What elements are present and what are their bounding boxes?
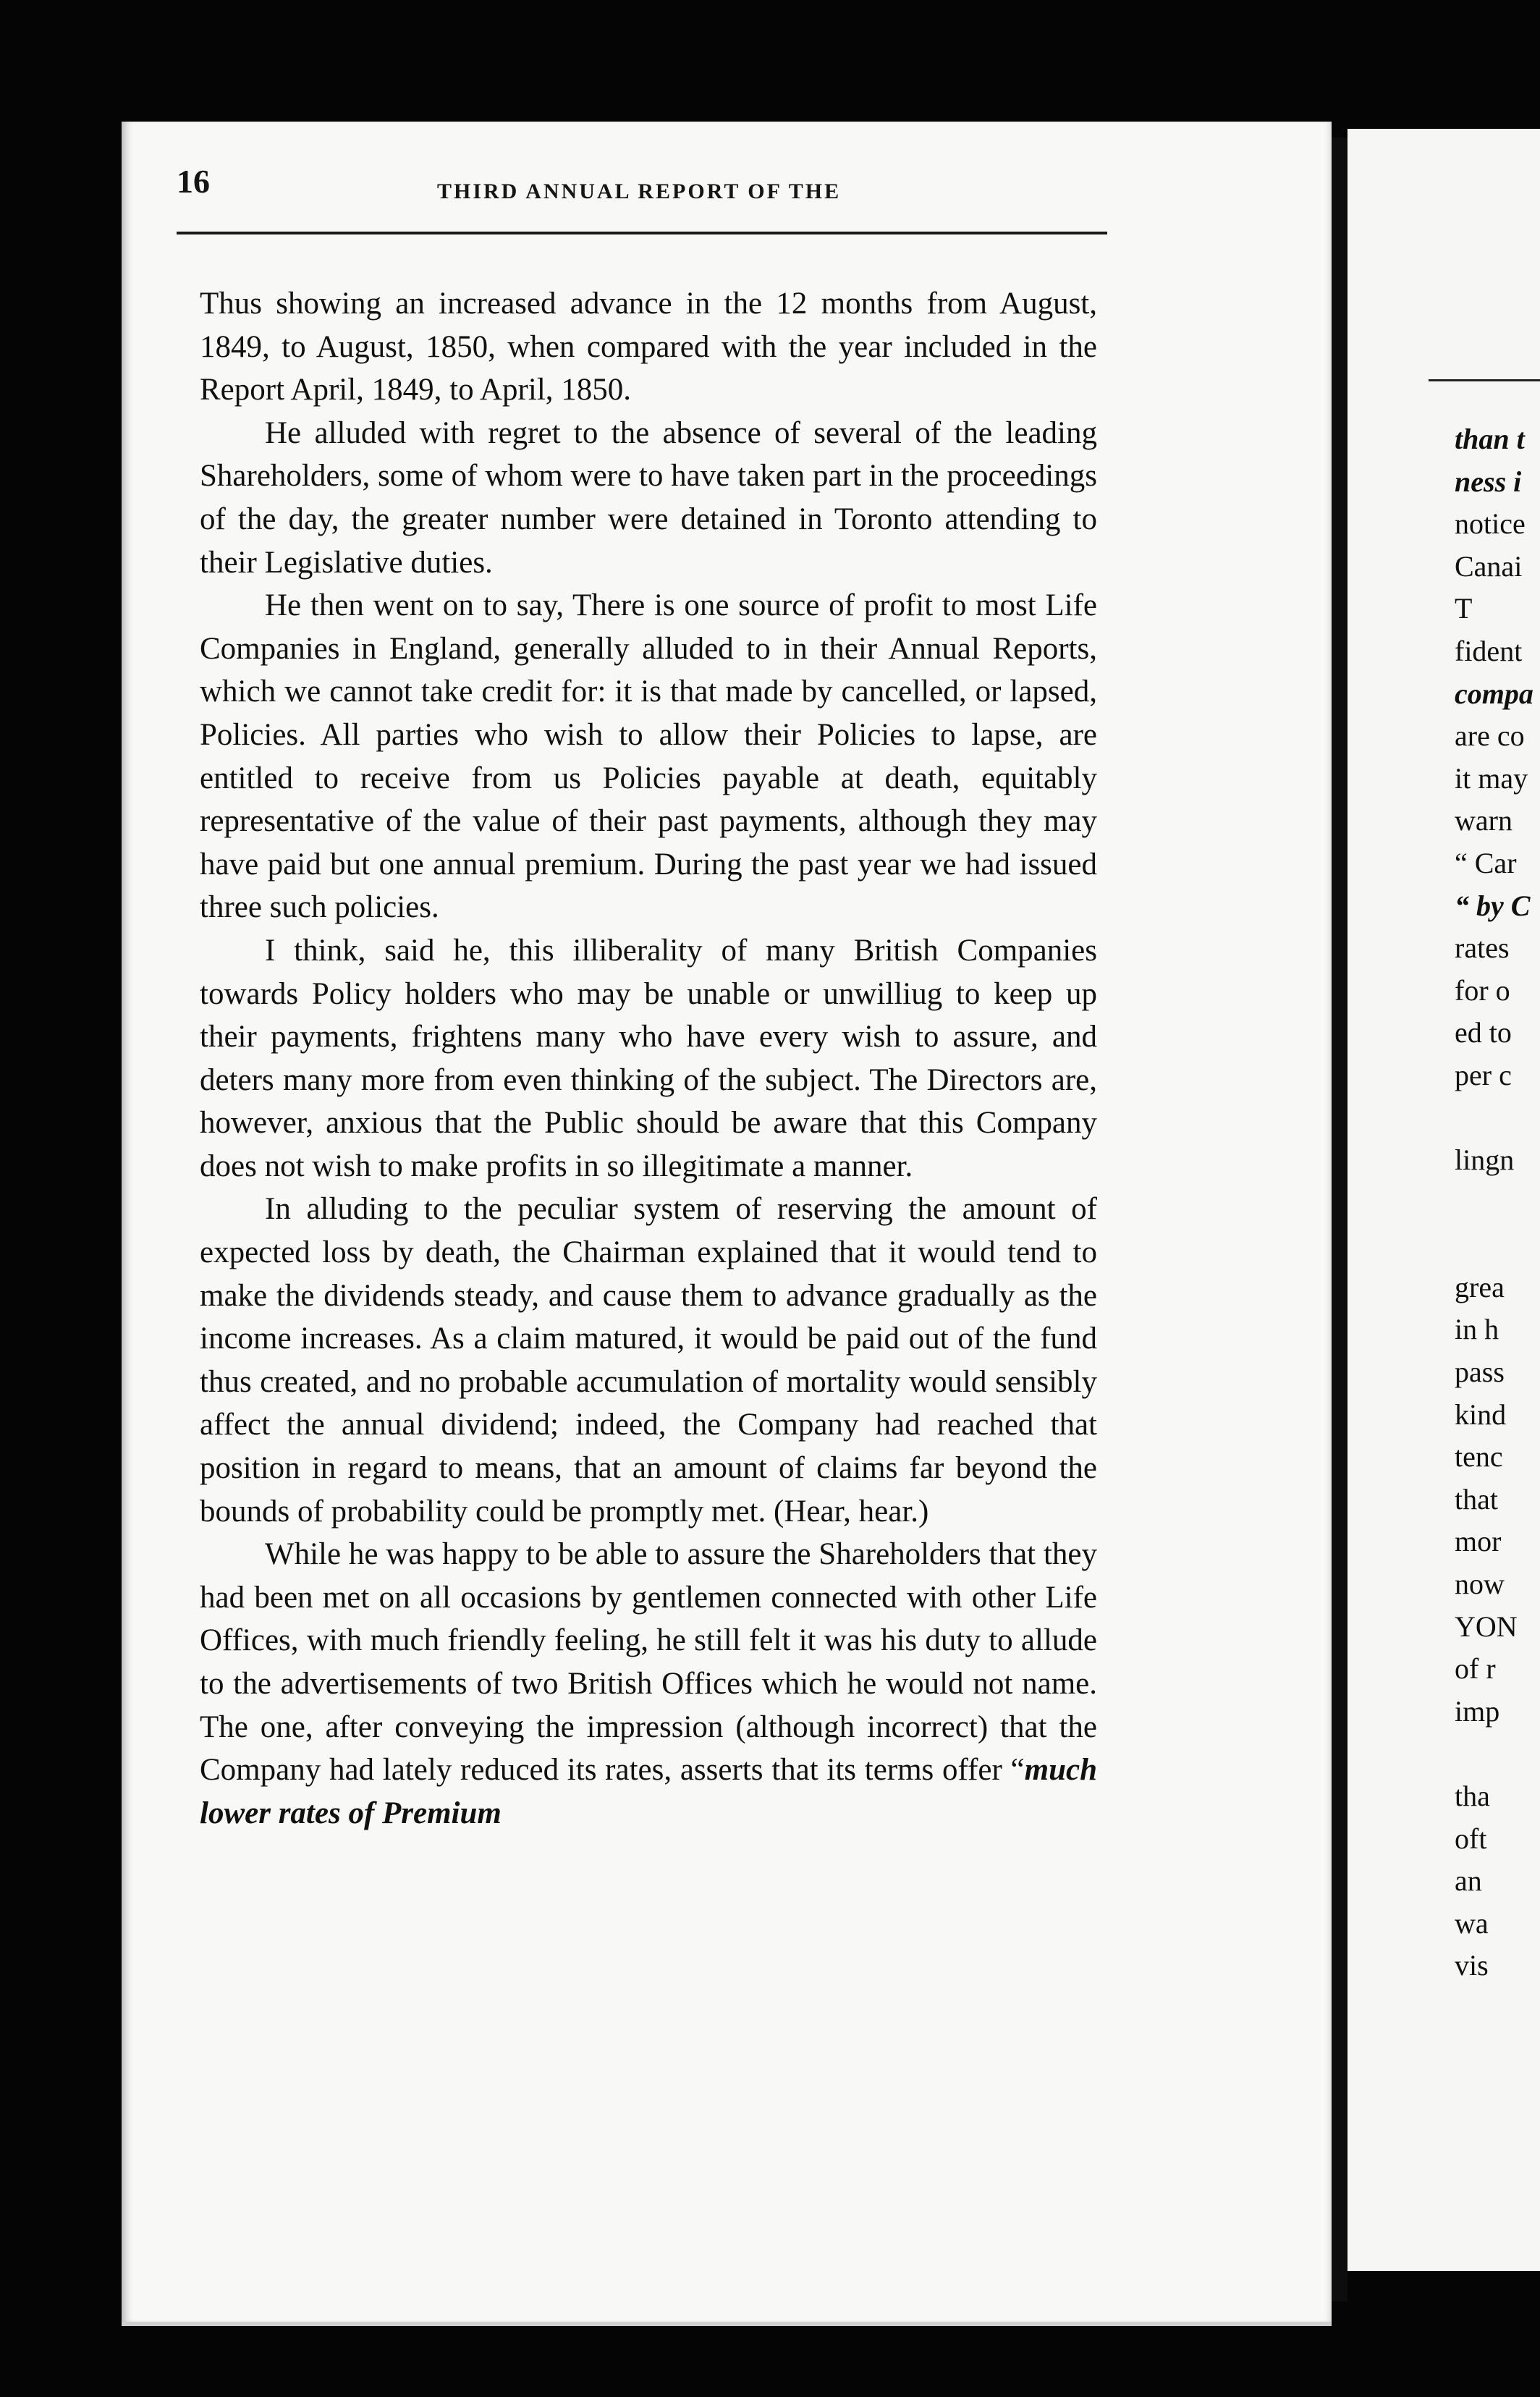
paragraph-6-text: While he was happy to be able to assure the Shareholders that they had been met on all occasions by gentlemen connected with other Life Offices, with much friendly feeling, he still felt it was his duty to allude to the advertisements of two British Offices which he would not name. The one, after conveying the impression (although incorrect) that the Company had lately reduced its rates, asserts that its terms offer “ [200, 1537, 1097, 1788]
facing-line: “ by C [1455, 889, 1531, 922]
facing-line: per c [1455, 1058, 1512, 1091]
facing-line: grea [1455, 1270, 1505, 1303]
facing-line: tha [1455, 1780, 1490, 1812]
facing-header-rule [1429, 379, 1540, 381]
paragraph-6 [200, 1533, 1097, 1835]
facing-page-text [1455, 418, 1540, 1987]
body-text [200, 282, 1097, 1835]
facing-line [1455, 1224, 1540, 1267]
page-number: 16 [177, 163, 210, 200]
facing-line: that [1455, 1482, 1498, 1515]
facing-line: tenc [1455, 1440, 1503, 1474]
facing-line: are co [1455, 719, 1525, 753]
paragraph-1: Thus showing an increased advance in the 12 months from August, 1849, to August, 1850, when compared with the year included in the Report April, 1849, to April, 1850. [200, 287, 1097, 407]
facing-line: than t [1455, 423, 1525, 455]
paragraph-3: He then went on to say, There is one source of profit to most Life Companies in England, generally alluded to in their Annual Reports, which we cannot take credit for: it is that made by cancelled, or lapsed, Policies. All parties who wish to allow their Policies to lapse, are entitled to receive from us Policies payable at death, equitably representative of the value of their past payments, although they may have paid but one annual premium. During the past year we had issued three such policies. [200, 588, 1097, 925]
facing-line: Canai [1455, 549, 1523, 583]
facing-line: in h [1455, 1313, 1499, 1346]
facing-line: YON [1455, 1610, 1518, 1643]
facing-line: an [1455, 1864, 1482, 1898]
facing-line: now [1455, 1568, 1505, 1601]
facing-line: T [1455, 592, 1473, 625]
facing-page [1348, 129, 1540, 2271]
facing-line: lingn [1455, 1143, 1515, 1177]
facing-line: vis [1455, 1949, 1489, 1982]
facing-line [1455, 1733, 1540, 1775]
facing-line [1455, 1182, 1540, 1225]
facing-line: for o [1455, 973, 1510, 1007]
facing-line: ed to [1455, 1016, 1512, 1049]
header-rule [177, 232, 1107, 234]
paragraph-5: In alluding to the peculiar system of reserving the amount of expected loss by death, the Chairman explained that it would tend to make the dividends steady, and cause them to advance gradually as the income increases. As a claim matured, it would be paid out of the fund thus created, and no probable accumulation of mortality would sensibly affect the annual dividend; indeed, the Company had reached that position in regard to means, that an amount of claims far beyond the bounds of probability could be promptly met. (Hear, hear.) [200, 1192, 1097, 1529]
facing-line: ness i [1455, 465, 1522, 498]
facing-line: it may [1455, 761, 1528, 795]
facing-line: kind [1455, 1398, 1507, 1431]
facing-line: fident [1455, 634, 1523, 667]
facing-line: warn [1455, 804, 1512, 837]
facing-line: oft [1455, 1822, 1487, 1855]
paragraph-4: I think, said he, this illiberality of many British Companies towards Policy holders who may be unable or unwilliug to keep up their payments, frightens many who have every wish to assure, and deters many more from even thinking of the subject. The Directors are, however, anxious that the Public should be aware that this Company does not wish to make profits in so illegitimate a manner. [200, 933, 1097, 1183]
book-gutter [1332, 138, 1348, 2301]
facing-line: imp [1455, 1694, 1500, 1728]
facing-line: wa [1455, 1906, 1489, 1940]
facing-line [1455, 1097, 1540, 1140]
facing-line: pass [1455, 1356, 1505, 1389]
facing-line: rates [1455, 931, 1510, 965]
facing-line: compa [1455, 677, 1533, 710]
facing-line: notice [1455, 507, 1526, 541]
paragraph-6-emphasis: much lower rates of Premium [200, 1753, 1097, 1830]
facing-line: mor [1455, 1525, 1502, 1558]
running-head: THIRD ANNUAL REPORT OF THE [437, 179, 842, 203]
facing-line: of r [1455, 1652, 1496, 1686]
paragraph-2: He alluded with regret to the absence of several of the leading Shareholders, some of whom were to have taken part in the proceedings of the day, the greater number were detained in Toronto attending to their Legislative duties. [200, 415, 1097, 580]
page-header [177, 162, 1103, 220]
facing-line: “ Car [1455, 846, 1517, 879]
